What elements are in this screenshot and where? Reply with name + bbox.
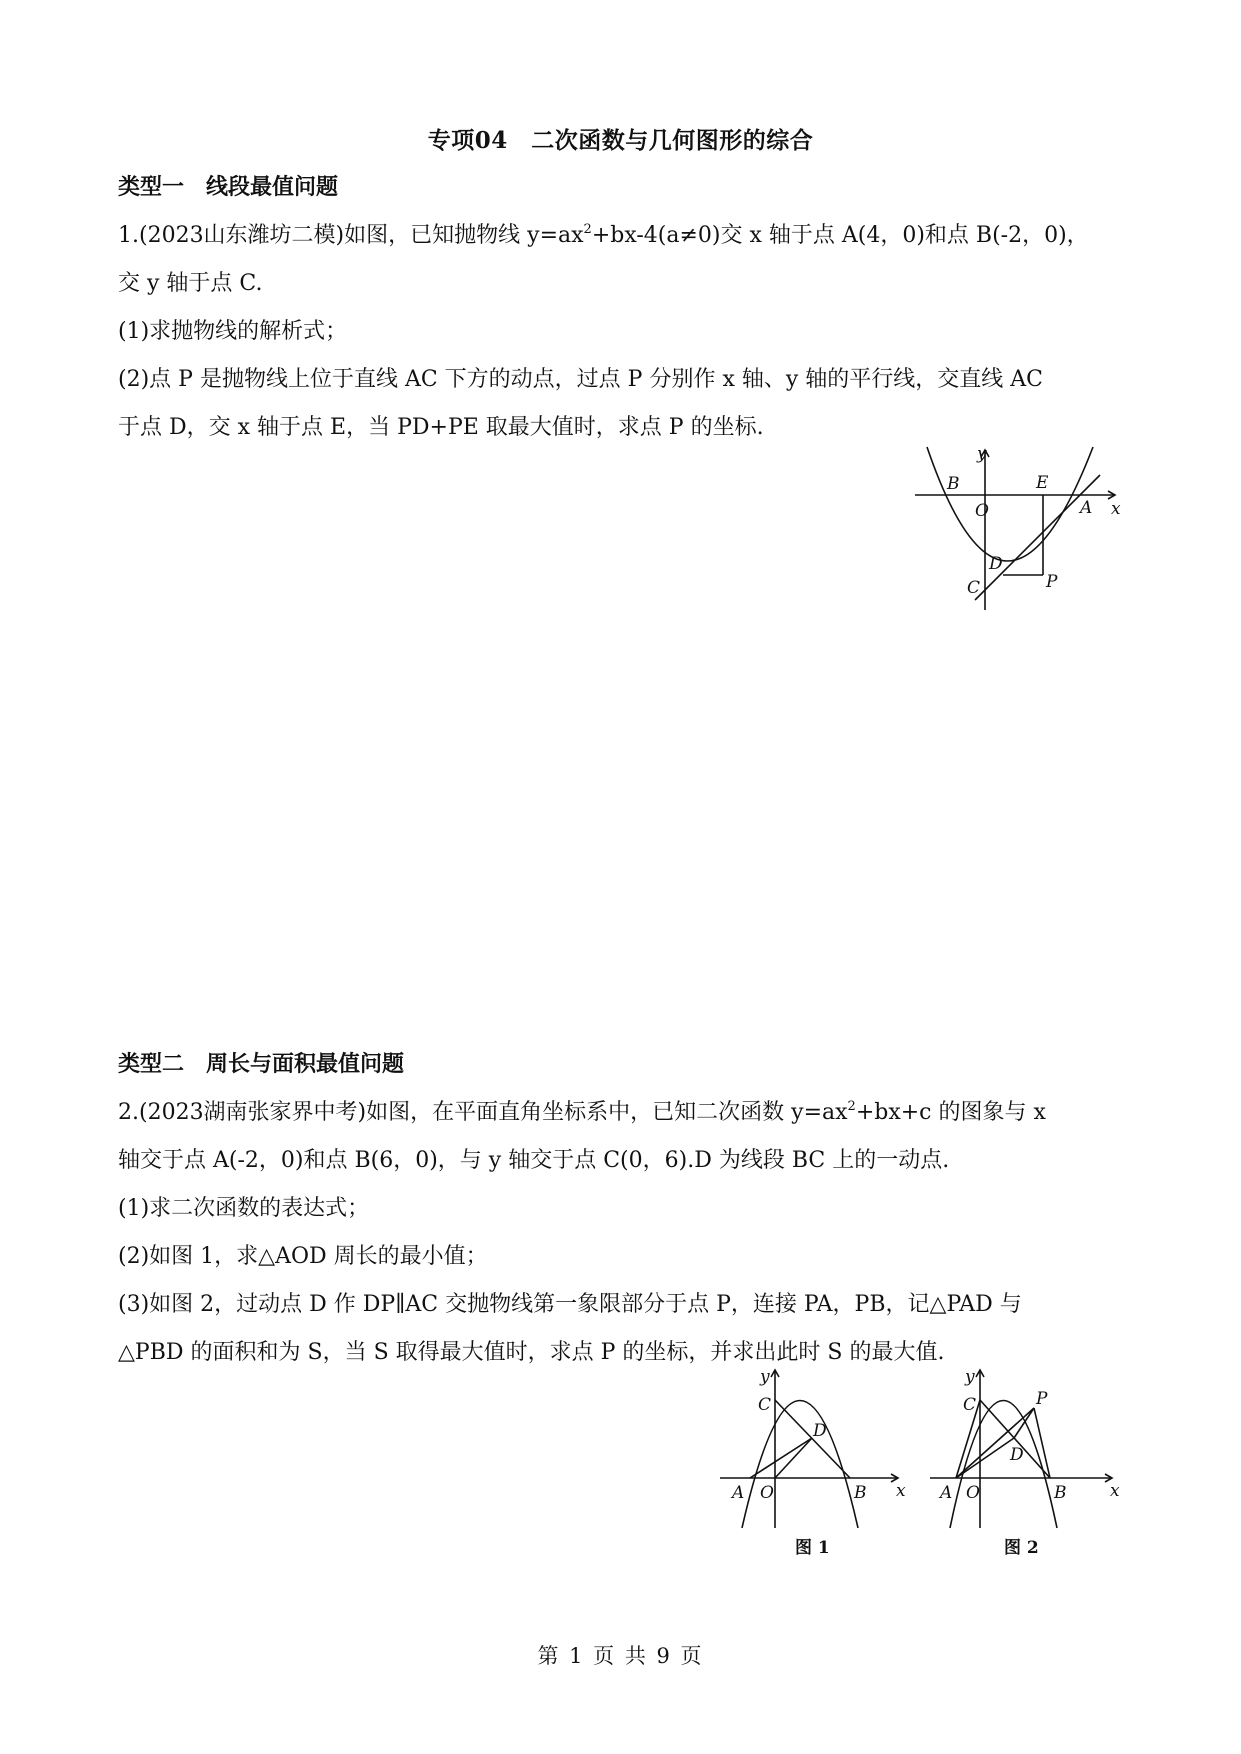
q1-part2-line1: (2)点 P 是抛物线上位于直线 AC 下方的动点，过点 P 分别作 x 轴、y 轴的平行线，交直线 AC xyxy=(118,367,1043,392)
q2f2-parabola xyxy=(950,1401,1057,1529)
q2-line1-post: +bx+c 的图象与 x xyxy=(855,1100,1046,1125)
q1-line2: 交 y 轴于点 C. xyxy=(118,271,263,296)
q2-line1 xyxy=(118,1095,1046,1126)
q2-part3-line2: △PBD 的面积和为 S，当 S 取得最大值时，求点 P 的坐标，并求出此时 S 的最大值. xyxy=(118,1340,945,1365)
page-footer: 第 1 页 共 9 页 xyxy=(537,1644,704,1668)
q1-line-ac xyxy=(975,475,1100,600)
q2f2-label-y: y xyxy=(965,1367,975,1387)
q2f2-segment-bc xyxy=(980,1400,1050,1478)
q1-exponent: 2 xyxy=(583,222,592,237)
q1-part2-line2: 于点 D，交 x 轴于点 E，当 PD+PE 取最大值时，求点 P 的坐标. xyxy=(118,415,764,440)
q2-exponent: 2 xyxy=(847,1099,856,1114)
q2f2-label-x: x xyxy=(1110,1481,1120,1501)
q2f2-label-p: P xyxy=(1036,1389,1048,1409)
q1-label-c: C xyxy=(967,578,981,598)
q1-parabola xyxy=(927,447,1093,561)
q1-label-x: x xyxy=(1111,499,1121,519)
q2f1-label-o: O xyxy=(760,1483,774,1503)
section-heading-type1: 类型一 线段最值问题 xyxy=(118,174,339,200)
q2-line2: 轴交于点 A(-2，0)和点 B(6，0)，与 y 轴交于点 C(0，6).D 为线段 BC 上的一动点. xyxy=(118,1148,950,1173)
q1-label-p: P xyxy=(1046,572,1058,592)
q2f1-label-y: y xyxy=(760,1367,770,1387)
q1-label-b: B xyxy=(947,474,960,494)
q1-label-y: y xyxy=(977,444,987,464)
q2f1-parabola xyxy=(742,1401,858,1529)
q1-part1: (1)求抛物线的解析式； xyxy=(118,319,348,344)
q2f1-label-a: A xyxy=(732,1483,745,1503)
q2f1-label-d: D xyxy=(813,1421,827,1441)
page-title: 专项04 二次函数与几何图形的综合 xyxy=(427,127,814,154)
q2f2-label-a: A xyxy=(940,1483,953,1503)
q2f1-label-c: C xyxy=(758,1395,772,1415)
q1-label-o: O xyxy=(975,501,989,521)
q2-figure-2 xyxy=(930,1368,1120,1568)
q2f2-label-b: B xyxy=(1054,1483,1067,1503)
q1-label-e: E xyxy=(1036,473,1049,493)
q1-line1 xyxy=(118,218,1089,249)
section-heading-type2: 类型二 周长与面积最值问题 xyxy=(118,1051,405,1077)
q2-part1: (1)求二次函数的表达式； xyxy=(118,1196,370,1221)
q2-line1-pre: 2.(2023湖南张家界中考)如图，在平面直角坐标系中，已知二次函数 y=ax xyxy=(118,1100,848,1125)
q2-part2: (2)如图 1，求△AOD 周长的最小值； xyxy=(118,1244,488,1269)
q2f2-label-o: O xyxy=(966,1483,980,1503)
q1-line1-pre: 1.(2023山东潍坊二模)如图，已知抛物线 y=ax xyxy=(118,223,584,248)
q2f2-caption: 图 2 xyxy=(1004,1538,1039,1558)
q2f2-label-c: C xyxy=(963,1395,977,1415)
q1-label-d: D xyxy=(989,554,1003,574)
q2f2-label-d: D xyxy=(1010,1445,1024,1465)
q2f2-segment-pa xyxy=(956,1408,1034,1478)
q2f1-caption: 图 1 xyxy=(795,1538,830,1558)
q2-part3-line1: (3)如图 2，过动点 D 作 DP∥AC 交抛物线第一象限部分于点 P，连接 PA，PB，记△PAD 与 xyxy=(118,1292,1022,1317)
q2f1-label-x: x xyxy=(896,1481,906,1501)
q1-line1-post: +bx-4(a≠0)交 x 轴于点 A(4，0)和点 B(-2，0)， xyxy=(591,223,1089,248)
q1-label-a: A xyxy=(1080,498,1093,518)
q1-figure xyxy=(915,445,1125,615)
q2f1-label-b: B xyxy=(854,1483,867,1503)
q2f2-segment-ad xyxy=(956,1438,1014,1478)
q2-figure-1 xyxy=(720,1368,910,1568)
